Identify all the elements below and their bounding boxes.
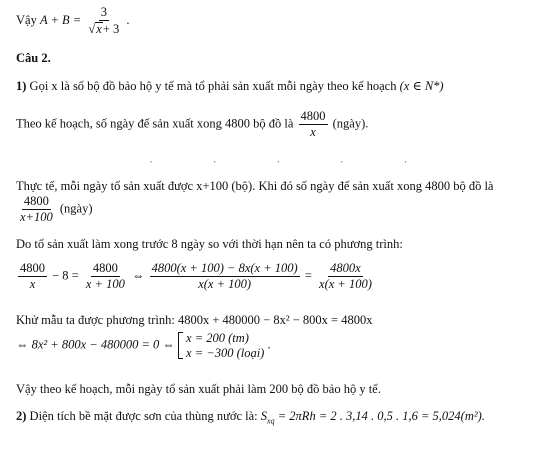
case-2: x = −300 (loại) [186, 345, 265, 360]
result-denominator: √x+ 3 [88, 22, 120, 37]
sqrt-radicand: x [96, 22, 102, 37]
scan-artifact-dots: • • • • • [150, 160, 437, 166]
eq-f4-num: 4800x [328, 262, 363, 277]
eq-fraction-3 [150, 262, 300, 291]
since-line: Do tổ sản xuất làm xong trước 8 ngày so với thời hạn nên ta có phương trình: [16, 237, 403, 251]
result-numerator: 3 [99, 6, 109, 21]
solve-line [16, 332, 271, 359]
part2-line [16, 410, 485, 426]
denominator-rest: + 3 [102, 22, 120, 37]
part1-condition: (x ∈ N*) [399, 79, 444, 93]
equation-line [16, 262, 376, 291]
conclusion-line: Vậy theo kế hoạch, mỗi ngày tổ sản xuất phải làm 200 bộ đồ bảo hộ y tế. [16, 382, 381, 396]
plan-tail: (ngày). [332, 116, 369, 131]
cases-bracket [178, 332, 183, 359]
solution-cases [178, 332, 264, 359]
part2-number: 2) [16, 409, 27, 423]
eq-equals: = [304, 268, 312, 283]
question-title: Câu 2. [16, 51, 51, 65]
area-subscript: xq [267, 416, 275, 426]
result-prefix: Vậy [16, 13, 37, 27]
plan-line [16, 110, 368, 139]
part1-intro [16, 80, 444, 93]
eq-f2-num: 4800 [91, 262, 120, 277]
solve-left: ⇔ 8x² + 800x − 480000 = 0 ⇔ [16, 337, 175, 352]
eq-f1-den: x [29, 277, 36, 292]
actual-line [16, 180, 493, 193]
result-end: . [126, 13, 130, 27]
plan-denominator: x [310, 125, 316, 140]
part2-text: Diện tích bề mặt được sơn của thùng nước là: [29, 409, 258, 423]
part1-text: Gọi x là số bộ đồ bảo hộ y tế mà tổ phải sản xuất mỗi ngày theo kế hoạch [29, 79, 397, 93]
eq-iff: ⇔ [131, 268, 145, 283]
result-line [16, 6, 130, 36]
plan-fraction [299, 110, 328, 139]
area-formula: = 2πRh = 2 . 3,14 . 0,5 . 1,6 = 5,024(m²). [277, 409, 485, 423]
elimination-line: Khử mẫu ta được phương trình: 4800x + 480000 − 8x² − 800x = 4800x [16, 313, 373, 327]
actual-tail: (ngày) [59, 201, 93, 216]
actual-fraction [18, 195, 55, 224]
part1-number: 1) [16, 79, 27, 93]
eq-f2-den: x + 100 [85, 277, 125, 292]
eq-minus-8: − 8 = [52, 268, 79, 283]
area-symbol: S [260, 409, 268, 423]
eq-f3-num: 4800(x + 100) − 8x(x + 100) [150, 262, 300, 277]
actual-numerator: 4800 [22, 195, 51, 210]
eq-f3-den: x(x + 100) [198, 277, 252, 292]
result-expression: A + B = [39, 13, 82, 27]
eq-f4-den: x(x + 100) [319, 277, 372, 292]
actual-fraction-line [16, 195, 92, 224]
case-1: x = 200 (tm) [186, 331, 249, 345]
eq-f1-num: 4800 [18, 262, 47, 277]
plan-numerator: 4800 [299, 110, 328, 125]
actual-text: Thực tế, mỗi ngày tổ sản xuất được x+100 (bộ). Khi đó số ngày để sản xuất xong 4800 bộ đồ là [16, 179, 494, 193]
actual-denominator: x+100 [20, 210, 53, 225]
eq-fraction-1 [18, 262, 47, 291]
result-fraction [86, 6, 121, 36]
plan-text: Theo kế hoạch, số ngày để sản xuất xong 4800 bộ đồ là [16, 116, 294, 131]
solve-end: . [267, 337, 271, 352]
eq-fraction-4 [317, 262, 374, 291]
eq-fraction-2 [84, 262, 127, 291]
